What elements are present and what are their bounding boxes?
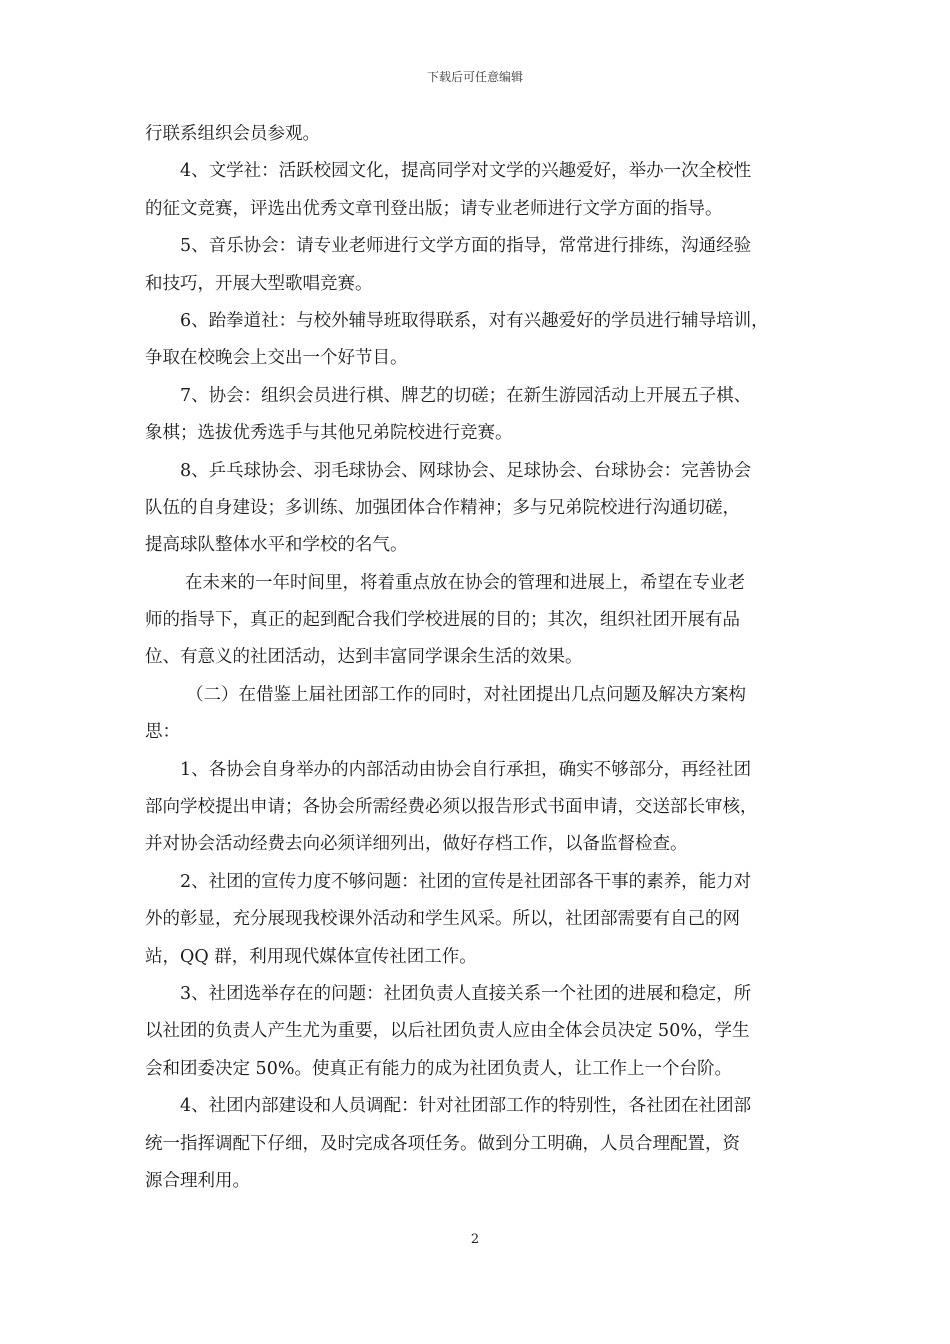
text-line: 师的指导下，真正的起到配合我们学校进展的目的；其次，组织社团开展有品 [145,610,740,631]
text-line: 6、跆拳道社：与校外辅导班取得联系，对有兴趣爱好的学员进行辅导培训， [180,310,769,331]
text-line: 源合理利用。 [145,1170,250,1191]
text-line: 1、各协会自身举办的内部活动由协会自行承担，确实不够部分，再经社团 [180,759,752,780]
text-line: 外的彰显，充分展现我校课外活动和学生风采。所以，社团部需要有自己的网 [145,909,740,930]
text-line: 7、协会：组织会员进行棋、牌艺的切磋；在新生游园活动上开展五子棋、 [180,385,752,406]
text-line: 2、社团的宣传力度不够问题：社团的宣传是社团部各干事的素养，能力对 [180,871,752,892]
text-line: 部向学校提出申请；各协会所需经费必须以报告形式书面申请，交送部长审核， [145,797,758,818]
text-line: 站，QQ 群，利用现代媒体宣传社团工作。 [145,946,477,967]
text-line: 象棋；选拔优秀选手与其他兄弟院校进行竞赛。 [145,423,513,444]
text-line: 在未来的一年时间里，将着重点放在协会的管理和进展上，希望在专业老 [185,572,745,593]
text-line: 和技巧，开展大型歌唱竞赛。 [145,273,373,294]
text-line: 以社团的负责人产生尤为重要，以后社团负责人应由全体会员决定 50%，学生 [145,1021,750,1042]
document-body [145,116,807,1200]
text-line: 8、乒乓球协会、羽毛球协会、网球协会、足球协会、台球协会：完善协会 [180,460,752,481]
page-number: 2 [470,1232,480,1247]
text-line: 提高球队整体水平和学校的名气。 [145,535,408,556]
text-line: 争取在校晚会上交出一个好节目。 [145,348,408,369]
text-line: 并对协会活动经费去向必须详细列出，做好存档工作，以备监督检查。 [145,834,688,855]
text-line: 4、社团内部建设和人员调配：针对社团部工作的特别性，各社团在社团部 [180,1096,752,1117]
text-line: 会和团委决定 50%。使真正有能力的成为社团负责人，让工作上一个台阶。 [145,1058,732,1079]
text-line: 行联系组织会员参观。 [145,124,320,144]
text-line: 的征文竞赛，评选出优秀文章刊登出版；请专业老师进行文学方面的指导。 [145,198,723,219]
text-line: 队伍的自身建设；多训练、加强团体合作精神；多与兄弟院校进行沟通切磋， [145,497,740,518]
text-line: 思： [145,722,180,743]
text-line: 位、有意义的社团活动，达到丰富同学课余生活的效果。 [145,647,583,668]
text-line: 5、音乐协会：请专业老师进行文学方面的指导，常常进行排练，沟通经验 [180,236,752,257]
text-line: 统一指挥调配下仔细，及时完成各项任务。做到分工明确，人员合理配置，资 [145,1133,740,1154]
text-line: 4、文学社：活跃校园文化，提高同学对文学的兴趣爱好，举办一次全校性 [180,161,752,182]
page-header: 下载后可任意编辑 [426,70,523,84]
text-line: （二）在借鉴上届社团部工作的同时，对社团提出几点问题及解决方案构 [186,684,746,705]
text-line: 3、社团选举存在的问题：社团负责人直接关系一个社团的进展和稳定，所 [180,983,752,1004]
